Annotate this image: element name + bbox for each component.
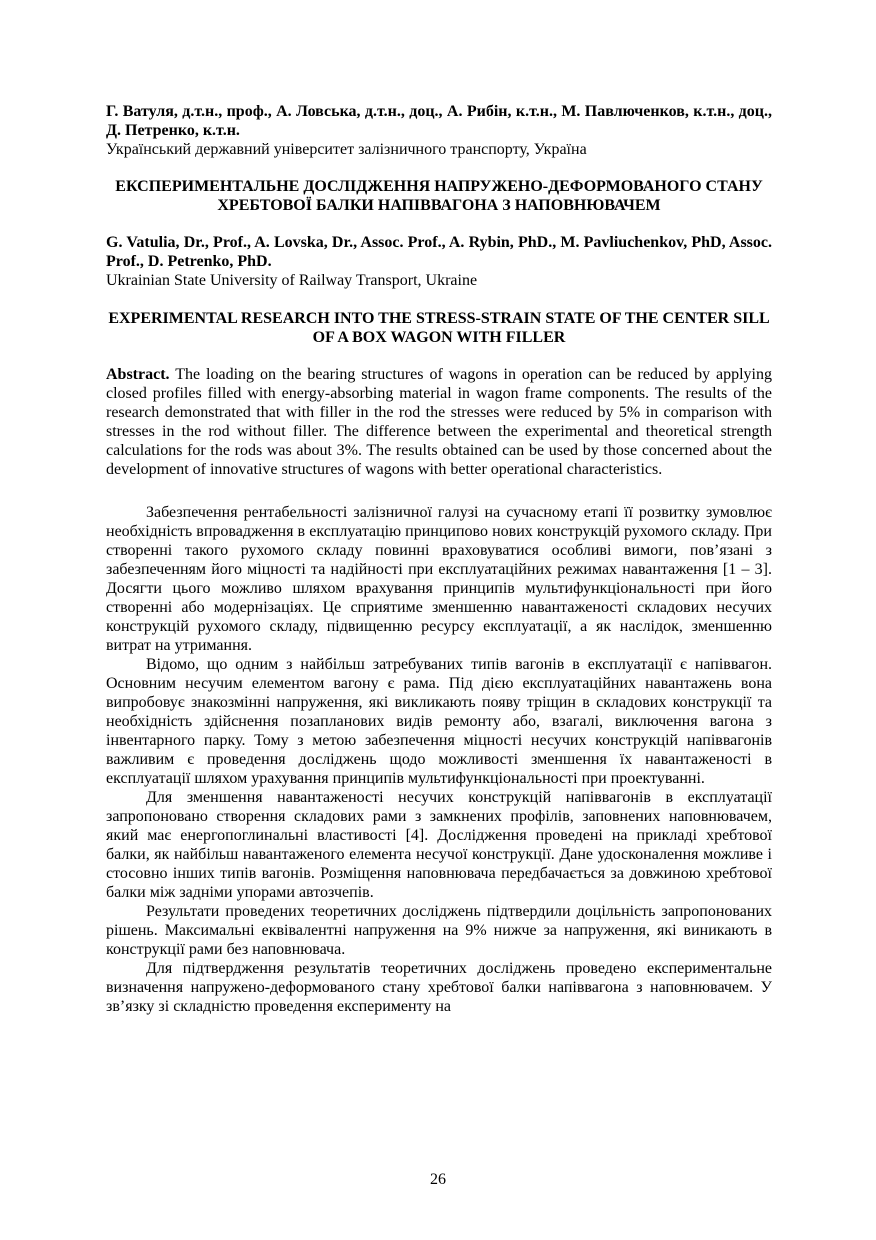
en-authors: G. Vatulia, Dr., Prof., A. Lovska, Dr., Assoc. Prof., A. Rybin, PhD., M. Pavliuchenkov, PhD, Assoc. Prof., D. Petrenko, PhD. (106, 234, 772, 270)
ua-affiliation: Український державний університет залізничного транспорту, Україна (106, 141, 587, 158)
paragraph: Для зменшення навантаженості несучих конструкцій напіввагонів в експлуатації запропоновано створення складових рами з замкнених профілів, заповнених наповнювачем, який має енергопоглинальні властивості [4]. Дослідження проведені на прикладі хребтової балки, як найбільш навантаженого елемента несучої конструкції. Дане удосконалення можливе і стосовно інших типів вагонів. Розміщення наповнювача передбачається за довжиною хребтової балки між задніми упорами автозчепів. (106, 789, 772, 901)
abstract-label: Abstract. (106, 366, 170, 383)
en-affiliation: Ukrainian State University of Railway Transport, Ukraine (106, 272, 478, 289)
ua-title: ЕКСПЕРИМЕНТАЛЬНЕ ДОСЛІДЖЕННЯ НАПРУЖЕНО-ДЕФОРМОВАНОГО СТАНУ ХРЕБТОВОЇ БАЛКИ НАПІВВАГОНА З НАПОВНЮВАЧЕМ (115, 178, 763, 214)
paragraph: Результати проведених теоретичних досліджень підтвердили доцільність запропонованих рішень. Максимальні еквівалентні напруження на 9% нижче за напруження, які виникають в конструкції рами без наповнювача. (106, 903, 772, 958)
ua-authors: Г. Ватуля, д.т.н., проф., А. Ловська, д.т.н., доц., А. Рибін, к.т.н., М. Павлюченков, к.т.н., доц., Д. Петренко, к.т.н. (106, 103, 772, 139)
abstract (106, 365, 772, 479)
paragraph: Відомо, що одним з найбільш затребуваних типів вагонів в експлуатації є напіввагон. Основним несучим елементом вагону є рама. Під дією експлуатаційних навантажень вона випробовує знакозмінні напруження, які викликають появу тріщин в складових конструкції та необхідність здійснення позапланових видів ремонту або, взагалі, виключення вагона з інвентарного парку. Тому з метою забезпечення міцності несучих конструкцій напіввагонів важливим є проведення досліджень щодо можливості зменшення їх навантаженості в експлуатації шляхом урахування принципів мультифункціональності при проектуванні. (106, 656, 772, 787)
abstract-text: The loading on the bearing structures of wagons in operation can be reduced by applying closed profiles filled with energy-absorbing material in wagon frame components. The results of the research demonstrated that with filler in the rod the stresses were reduced by 5% in comparison with stresses in the rod without filler. The difference between the experimental and theoretical strength calculations for the rods was about 3%. The results obtained can be used by those concerned about the development of innovative structures of wagons with better operational characteristics. (106, 366, 772, 478)
paragraph: Для підтвердження результатів теоретичних досліджень проведено експериментальне визначення напружено-деформованого стану хребтової балки напіввагона з наповнювачем. У зв’язку зі складністю проведення експерименту на (106, 960, 772, 1015)
body-text (106, 503, 772, 1016)
paragraph: Забезпечення рентабельності залізничної галузі на сучасному етапі її розвитку зумовлює необхідність впровадження в експлуатацію принципово нових конструкцій рухомого складу. При створенні такого рухомого складу повинні враховуватися особливі вимоги, пов’язані з забезпеченням його міцності та надійності при експлуатаційних режимах навантаження [1 – 3]. Досягти цього можливо шляхом врахування принципів мультифункціональності при його створенні або модернізаціях. Це сприятиме зменшенню навантаженості складових несучих конструкцій рухомого складу, підвищенню ресурсу експлуатації, а як наслідок, зменшенню витрат на утримання. (106, 504, 772, 654)
page-number: 26 (430, 1171, 446, 1188)
en-title: EXPERIMENTAL RESEARCH INTO THE STRESS-STRAIN STATE OF THE CENTER SILL OF A BOX WAGON WITH FILLER (108, 310, 770, 346)
page-content (106, 102, 772, 1016)
